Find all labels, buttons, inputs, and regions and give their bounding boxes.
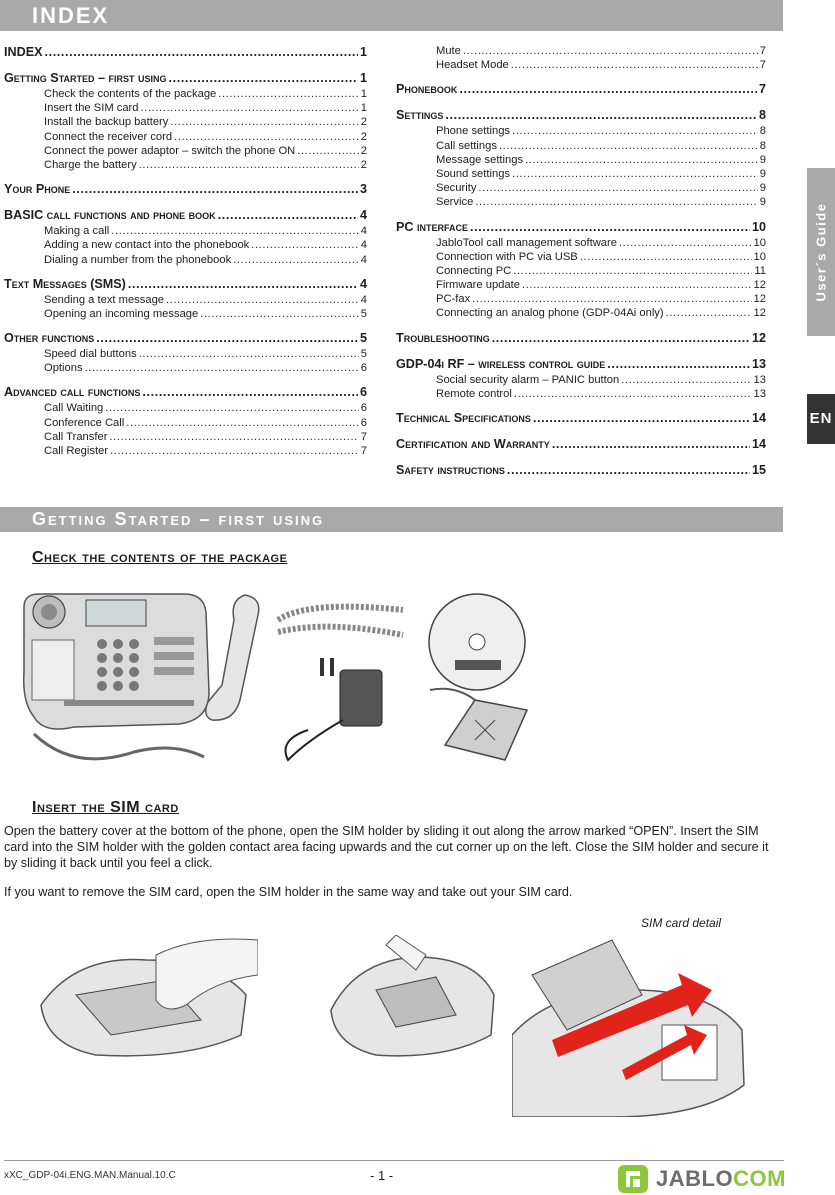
toc-item-page: 4 bbox=[360, 253, 367, 266]
toc-item-page: 5 bbox=[360, 307, 367, 320]
toc-item-page: 12 bbox=[753, 293, 766, 306]
toc-leader-dots bbox=[110, 444, 359, 458]
toc-item-entry[interactable] bbox=[4, 87, 367, 101]
sim-holder-open-illustration bbox=[326, 935, 498, 1065]
toc-leader-dots bbox=[139, 347, 359, 361]
toc-item-page: 12 bbox=[753, 307, 766, 320]
toc-section-title: PC interface bbox=[396, 219, 468, 234]
toc-item-entry[interactable] bbox=[396, 292, 766, 306]
toc-item-page: 6 bbox=[360, 362, 367, 375]
toc-item-entry[interactable] bbox=[4, 444, 367, 458]
toc-leader-dots bbox=[475, 195, 757, 209]
toc-item-page: 4 bbox=[360, 293, 367, 306]
toc-item-entry[interactable] bbox=[4, 101, 367, 115]
toc-leader-dots bbox=[666, 306, 752, 320]
toc-section-title: Safety instructions bbox=[396, 463, 505, 477]
toc-item-title: Adding a new contact into the phonebook bbox=[44, 239, 250, 252]
toc-left-column bbox=[4, 44, 367, 458]
toc-item-entry[interactable] bbox=[4, 144, 367, 158]
toc-leader-dots bbox=[472, 292, 751, 306]
handset-illustration bbox=[200, 590, 270, 730]
toc-item-title: Phone settings bbox=[436, 125, 511, 138]
sim-card-detail-illustration bbox=[512, 935, 747, 1117]
footer-divider bbox=[4, 1160, 784, 1161]
toc-section-page: 8 bbox=[758, 108, 766, 123]
toc-leader-dots bbox=[169, 70, 358, 87]
toc-leader-dots bbox=[513, 264, 752, 278]
toc-section-title: Certification and Warranty bbox=[396, 437, 550, 451]
toc-item-title: Connecting an analog phone (GDP-04Ai only) bbox=[436, 307, 664, 320]
toc-item-entry[interactable] bbox=[4, 430, 367, 444]
toc-item-page: 5 bbox=[360, 348, 367, 361]
toc-item-title: Options bbox=[44, 362, 83, 375]
toc-item-entry[interactable] bbox=[4, 130, 367, 144]
toc-leader-dots bbox=[533, 410, 750, 427]
toc-item-entry[interactable] bbox=[4, 115, 367, 129]
toc-leader-dots bbox=[492, 330, 750, 347]
sim-removal-paragraph: If you want to remove the SIM card, open the SIM holder in the same way and take out your SIM card. bbox=[4, 885, 573, 899]
toc-item-entry[interactable] bbox=[396, 139, 766, 153]
toc-section-entry[interactable] bbox=[396, 330, 766, 347]
toc-item-entry[interactable] bbox=[396, 167, 766, 181]
index-section-bar bbox=[0, 0, 783, 31]
toc-section-page: 4 bbox=[359, 276, 367, 291]
toc-leader-dots bbox=[218, 87, 358, 101]
toc-leader-dots bbox=[170, 115, 358, 129]
toc-item-entry[interactable] bbox=[396, 278, 766, 292]
toc-item-title: Check the contents of the package bbox=[44, 88, 217, 100]
toc-item-entry[interactable] bbox=[4, 238, 367, 252]
toc-section-title: Phonebook bbox=[396, 82, 458, 97]
toc-section-page: 7 bbox=[758, 82, 766, 97]
toc-item-entry[interactable] bbox=[4, 224, 367, 238]
toc-item-title: Call Waiting bbox=[44, 402, 104, 415]
toc-leader-dots bbox=[139, 158, 359, 172]
toc-item-title: Headset Mode bbox=[436, 59, 509, 72]
toc-leader-dots bbox=[507, 462, 750, 479]
toc-item-title: Mute bbox=[436, 45, 461, 57]
toc-item-page: 9 bbox=[759, 196, 766, 209]
index-section-title: INDEX bbox=[32, 3, 110, 28]
toc-section-entry[interactable] bbox=[4, 330, 367, 347]
cord-and-adaptor-illustration bbox=[268, 590, 408, 770]
toc-leader-dots bbox=[166, 293, 359, 307]
toc-leader-dots bbox=[525, 153, 758, 167]
toc-leader-dots bbox=[96, 330, 358, 347]
toc-item-page: 6 bbox=[360, 416, 367, 429]
toc-item-page: 2 bbox=[360, 116, 367, 129]
toc-leader-dots bbox=[45, 44, 358, 61]
toc-section-entry[interactable] bbox=[396, 410, 766, 427]
toc-item-entry[interactable] bbox=[4, 293, 367, 307]
toc-item-page: 7 bbox=[360, 445, 367, 457]
toc-leader-dots bbox=[512, 124, 758, 138]
battery-cover-open-illustration bbox=[36, 935, 258, 1065]
toc-item-page: 9 bbox=[759, 167, 766, 180]
toc-leader-dots bbox=[128, 276, 358, 293]
toc-item-page: 12 bbox=[753, 279, 766, 292]
toc-section-page: 3 bbox=[359, 182, 367, 197]
toc-item-page: 11 bbox=[754, 264, 766, 277]
toc-item-title: Sound settings bbox=[436, 167, 511, 180]
toc-leader-dots bbox=[463, 44, 758, 58]
toc-item-entry[interactable] bbox=[396, 153, 766, 167]
toc-item-entry[interactable] bbox=[396, 58, 766, 72]
toc-leader-dots bbox=[621, 373, 751, 387]
toc-item-title: Call Transfer bbox=[44, 430, 108, 443]
check-contents-heading: Check the contents of the package bbox=[32, 549, 288, 566]
toc-section-entry[interactable] bbox=[396, 81, 766, 98]
toc-section-entry[interactable] bbox=[396, 436, 766, 453]
toc-item-page: 9 bbox=[759, 153, 766, 166]
toc-leader-dots bbox=[297, 144, 359, 158]
toc-leader-dots bbox=[511, 58, 758, 72]
toc-item-page: 4 bbox=[360, 239, 367, 252]
toc-section-title: INDEX bbox=[4, 45, 43, 59]
toc-item-page: 7 bbox=[759, 45, 766, 57]
toc-item-title: Opening an incoming message bbox=[44, 307, 199, 320]
toc-section-entry[interactable] bbox=[4, 70, 367, 87]
jablocom-logo-icon bbox=[616, 1163, 650, 1195]
cd-and-battery-illustration bbox=[415, 590, 535, 765]
desk-phone-illustration bbox=[14, 582, 214, 772]
toc-leader-dots bbox=[580, 250, 752, 264]
toc-leader-dots bbox=[174, 130, 359, 144]
toc-section-page: 14 bbox=[751, 437, 766, 451]
toc-leader-dots bbox=[126, 416, 359, 430]
toc-section-title: Your Phone bbox=[4, 182, 71, 197]
toc-section-entry[interactable] bbox=[396, 107, 766, 124]
toc-section-title: Settings bbox=[396, 108, 444, 123]
toc-section-entry[interactable] bbox=[4, 276, 367, 293]
toc-leader-dots bbox=[142, 384, 358, 401]
toc-item-entry[interactable] bbox=[4, 416, 367, 430]
toc-leader-dots bbox=[141, 101, 359, 115]
toc-item-page: 13 bbox=[753, 373, 766, 386]
toc-item-entry[interactable] bbox=[396, 236, 766, 250]
toc-section-title: Getting Started – first using bbox=[4, 71, 167, 85]
toc-item-page: 10 bbox=[753, 250, 766, 263]
toc-item-entry[interactable] bbox=[396, 373, 766, 387]
toc-leader-dots bbox=[470, 219, 750, 236]
toc-section-page: 12 bbox=[751, 330, 766, 345]
toc-item-title: Firmware update bbox=[436, 279, 520, 292]
toc-leader-dots bbox=[85, 361, 359, 375]
toc-section-title: Advanced call functions bbox=[4, 385, 141, 400]
toc-section-entry[interactable] bbox=[396, 219, 766, 236]
insert-sim-heading: Insert the SIM card bbox=[32, 799, 179, 816]
toc-item-entry[interactable] bbox=[396, 250, 766, 264]
toc-item-entry[interactable] bbox=[4, 401, 367, 415]
toc-section-title: Troubleshooting bbox=[396, 330, 490, 345]
toc-item-page: 10 bbox=[753, 236, 766, 249]
getting-started-section-title: Getting Started – first using bbox=[32, 509, 325, 529]
page-number: - 1 - bbox=[370, 1168, 394, 1183]
toc-item-page: 13 bbox=[753, 387, 766, 400]
toc-section-entry[interactable] bbox=[396, 462, 766, 479]
toc-leader-dots bbox=[552, 436, 750, 453]
jablocom-wordmark: JABLOCOM bbox=[656, 1166, 786, 1191]
toc-leader-dots bbox=[522, 278, 752, 292]
toc-leader-dots bbox=[607, 356, 750, 373]
document-code: xXC_GDP-04i.ENG.MAN.Manual.10.C bbox=[4, 1170, 176, 1181]
toc-section-page: 10 bbox=[751, 219, 766, 234]
toc-section-entry[interactable] bbox=[4, 207, 367, 224]
toc-item-page: 6 bbox=[360, 402, 367, 415]
toc-section-entry[interactable] bbox=[4, 181, 367, 198]
toc-leader-dots bbox=[514, 387, 752, 401]
language-tab: EN bbox=[807, 394, 835, 444]
toc-item-title: Sending a text message bbox=[44, 293, 165, 306]
toc-item-title: Remote control bbox=[436, 387, 512, 400]
toc-item-title: Install the backup battery bbox=[44, 116, 169, 129]
toc-leader-dots bbox=[111, 224, 358, 238]
toc-item-title: Speed dial buttons bbox=[44, 348, 137, 361]
toc-item-page: 8 bbox=[759, 125, 766, 138]
toc-section-page: 4 bbox=[359, 208, 367, 223]
toc-item-page: 2 bbox=[360, 158, 367, 171]
toc-item-title: Connecting PC bbox=[436, 264, 512, 277]
toc-section-page: 5 bbox=[359, 331, 367, 346]
toc-item-title: Dialing a number from the phonebook bbox=[44, 253, 232, 266]
toc-leader-dots bbox=[459, 81, 757, 98]
toc-leader-dots bbox=[72, 181, 358, 198]
toc-item-title: Insert the SIM card bbox=[44, 102, 139, 115]
toc-leader-dots bbox=[218, 207, 358, 224]
toc-item-entry[interactable] bbox=[4, 158, 367, 172]
toc-section-title: Other functions bbox=[4, 331, 95, 346]
toc-item-entry[interactable] bbox=[4, 307, 367, 321]
toc-leader-dots bbox=[105, 401, 358, 415]
toc-leader-dots bbox=[251, 238, 359, 252]
toc-item-title: Connection with PC via USB bbox=[436, 250, 578, 263]
toc-item-title: Security bbox=[436, 182, 477, 195]
toc-item-entry[interactable] bbox=[396, 387, 766, 401]
toc-section-page: 1 bbox=[359, 45, 367, 59]
users-guide-tab bbox=[807, 168, 835, 336]
jablocom-logo bbox=[616, 1163, 786, 1195]
toc-leader-dots bbox=[200, 307, 359, 321]
toc-item-title: Conference Call bbox=[44, 416, 125, 429]
toc-item-title: Social security alarm – PANIC button bbox=[436, 373, 620, 386]
toc-section-title: Text Messages (SMS) bbox=[4, 276, 126, 291]
sim-card-detail-caption: SIM card detail bbox=[641, 916, 722, 930]
toc-leader-dots bbox=[478, 181, 757, 195]
toc-item-page: 8 bbox=[759, 139, 766, 152]
toc-item-entry[interactable] bbox=[396, 44, 766, 58]
getting-started-section-bar bbox=[0, 507, 783, 532]
toc-item-title: Call settings bbox=[436, 139, 497, 152]
users-guide-label: User´s Guide bbox=[813, 202, 829, 302]
toc-item-entry[interactable] bbox=[396, 306, 766, 320]
toc-leader-dots bbox=[109, 430, 358, 444]
toc-item-title: Charge the battery bbox=[44, 158, 137, 171]
toc-item-page: 7 bbox=[360, 430, 367, 443]
toc-item-title: Making a call bbox=[44, 225, 110, 238]
toc-item-page: 1 bbox=[360, 102, 367, 115]
toc-item-page: 2 bbox=[360, 130, 367, 143]
toc-section-title: Technical Specifications bbox=[396, 411, 531, 425]
toc-section-entry[interactable] bbox=[4, 384, 367, 401]
toc-leader-dots bbox=[445, 107, 757, 124]
toc-item-page: 7 bbox=[759, 59, 766, 72]
toc-leader-dots bbox=[512, 167, 758, 181]
toc-item-entry[interactable] bbox=[396, 264, 766, 278]
toc-item-title: Service bbox=[436, 196, 474, 209]
toc-section-page: 6 bbox=[359, 385, 367, 400]
toc-leader-dots bbox=[619, 236, 752, 250]
toc-section-entry[interactable] bbox=[4, 44, 367, 61]
toc-section-page: 13 bbox=[751, 356, 766, 371]
toc-item-title: Connect the power adaptor – switch the phone ON bbox=[44, 144, 296, 157]
toc-item-title: Call Register bbox=[44, 445, 109, 457]
toc-item-entry[interactable] bbox=[396, 124, 766, 138]
toc-item-entry[interactable] bbox=[396, 181, 766, 195]
toc-item-page: 4 bbox=[360, 225, 367, 238]
toc-item-entry[interactable] bbox=[4, 347, 367, 361]
toc-right-column bbox=[396, 44, 766, 479]
toc-section-title: BASIC call functions and phone book bbox=[4, 208, 216, 223]
toc-item-page: 2 bbox=[360, 144, 367, 157]
sim-instructions-paragraph: Open the battery cover at the bottom of the phone, open the SIM holder by sliding it out along the arrow marked “OPEN”. Insert the SIM card into the SIM holder with the golden contact area facing upwards and the cut corner up on the left. Close the SIM holder and secure it by sliding it back until you feel a click. bbox=[4, 824, 769, 870]
toc-item-page: 1 bbox=[360, 88, 367, 100]
toc-leader-dots bbox=[499, 139, 758, 153]
toc-item-entry[interactable] bbox=[396, 195, 766, 209]
toc-item-page: 9 bbox=[759, 182, 766, 195]
toc-item-entry[interactable] bbox=[4, 361, 367, 375]
toc-section-entry[interactable] bbox=[396, 356, 766, 373]
toc-section-page: 15 bbox=[751, 463, 766, 477]
toc-item-title: JabloTool call management software bbox=[436, 236, 617, 249]
toc-item-title: PC-fax bbox=[436, 293, 471, 306]
toc-leader-dots bbox=[233, 253, 359, 267]
toc-section-title: GDP-04i RF – wireless control guide bbox=[396, 356, 606, 371]
toc-item-title: Message settings bbox=[436, 153, 524, 166]
toc-section-page: 14 bbox=[751, 411, 766, 425]
toc-item-title: Connect the receiver cord bbox=[44, 130, 173, 143]
toc-section-page: 1 bbox=[359, 71, 367, 85]
toc-item-entry[interactable] bbox=[4, 253, 367, 267]
